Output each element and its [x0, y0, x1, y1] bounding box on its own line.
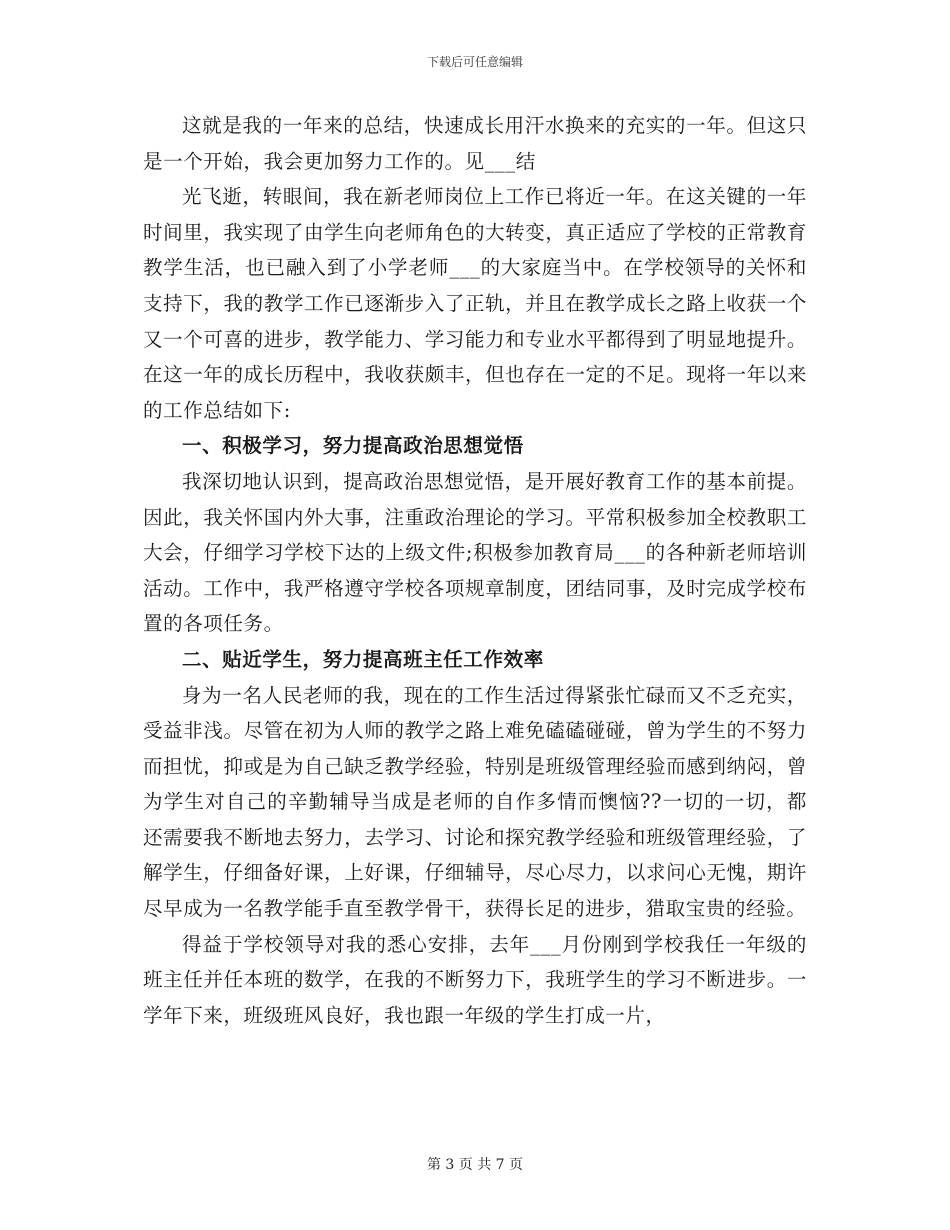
section-heading-2: 二、贴近学生，努力提高班主任工作效率: [182, 647, 544, 671]
paragraph-summary-closing: 这就是我的一年来的总结，快速成长用汗水换来的充实的一年。但这只是一个开始，我会更加努力工作的。见___结: [143, 114, 807, 173]
paragraph-political-study: 我深切地认识到，提高政治思想觉悟，是开展好教育工作的基本前提。因此，我关怀国内外大事，注重政治理论的学习。平常积极参加全校教职工大会，仔细学习学校下达的上级文件;积极参加教育局___的各种新老师培训活动。工作中，我严格遵守学校各项规章制度，团结同事，及时完成学校布置的各项任务。: [143, 469, 807, 636]
page-number-footer: 第 3 页 共 7 页: [426, 1157, 524, 1173]
section-heading-1: 一、积极学习，努力提高政治思想觉悟: [182, 434, 524, 458]
paragraph-class-teacher: 得益于学校领导对我的悉心安排，去年___月份刚到学校我任一年级的班主任并任本班的数学，在我的不断努力下，我班学生的学习不断进步。一学年下来，班级班风良好，我也跟一年级的学生打成一片，: [143, 932, 807, 1027]
page-header-note: 下载后可任意编辑: [426, 55, 523, 69]
paragraph-intro: 光飞逝，转眼间，我在新老师岗位上工作已将近一年。在这关键的一年时间里，我实现了由学生向老师角色的大转变，真正适应了学校的正常教育教学生活，也已融入到了小学老师___的大家庭当中。在学校领导的关怀和支持下，我的教学工作已逐渐步入了正轨，并且在教学成长之路上收获一个又一个可喜的进步，教学能力、学习能力和专业水平都得到了明显地提升。在这一年的成长历程中，我收获颇丰，但也存在一定的不足。现将一年以来的工作总结如下:: [143, 185, 807, 422]
paragraph-teaching-experience: 身为一名人民老师的我，现在的工作生活过得紧张忙碌而又不乏充实，受益非浅。尽管在初为人师的教学之路上难免磕磕碰碰，曾为学生的不努力而担忧，抑或是为自己缺乏教学经验，特别是班级管理经验而感到纳闷，曾为学生对自己的辛勤辅导当成是老师的自作多情而懊恼??一切的一切，都还需要我不断地去努力，去学习、讨论和探究教学经验和班级管理经验，了解学生，仔细备好课，上好课，仔细辅导，尽心尽力，以求问心无愧，期许尽早成为一名教学能手直至教学骨干，获得长足的进步，猎取宝贵的经验。: [143, 683, 807, 921]
document-body: [143, 108, 807, 1033]
